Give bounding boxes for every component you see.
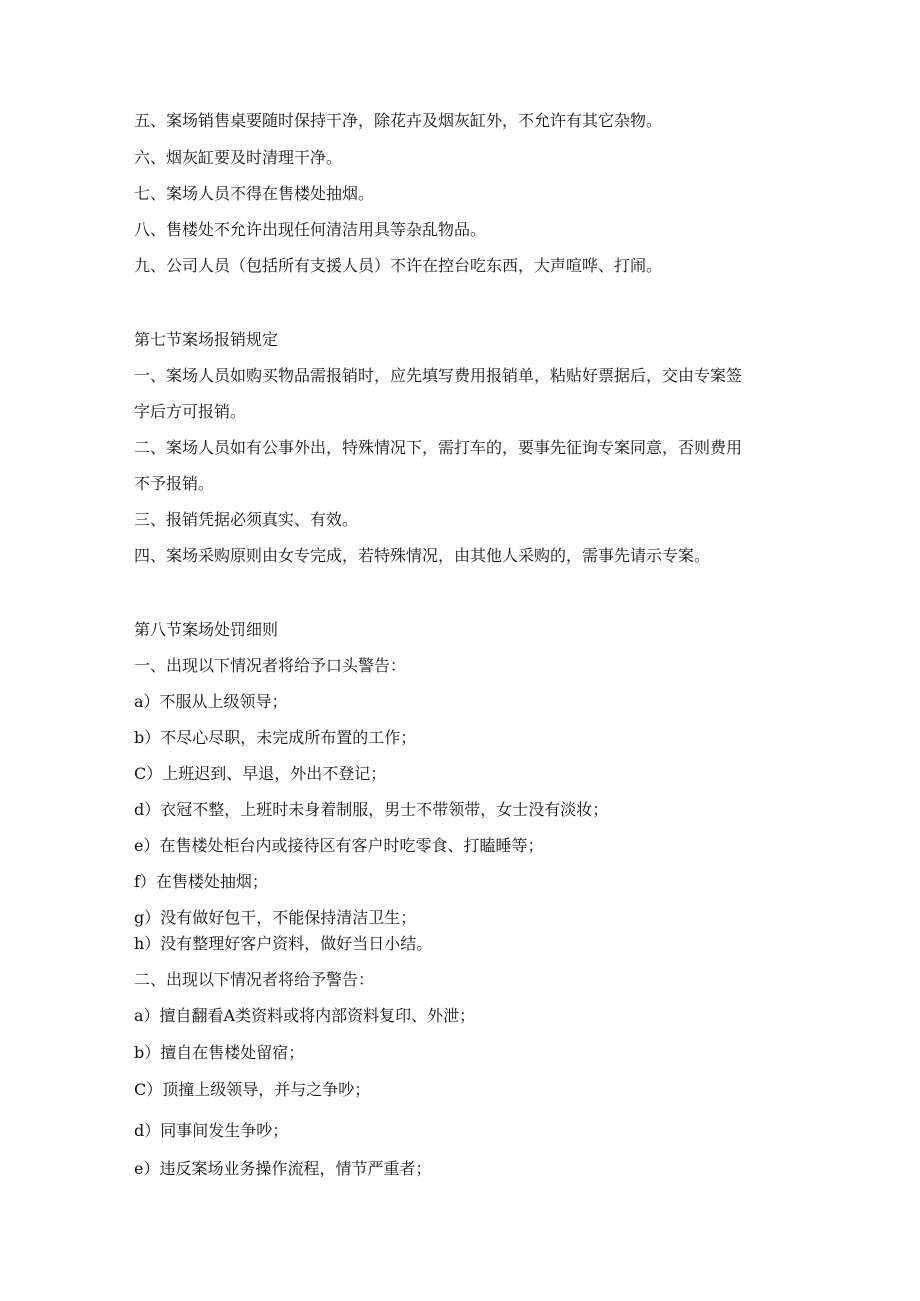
penalty-1-item-c: C）上班迟到、早退，外出不登记；	[134, 764, 387, 783]
rule-item-9: 九、公司人员（包括所有支援人员）不许在控台吃东西，大声喧哗、打闹。	[134, 256, 663, 275]
reimburse-item-4: 四、案场采购原则由女专完成，若特殊情况，由其他人采购的，需事先请示专案。	[134, 546, 711, 565]
penalty-part-1-title: 一、出现以下情况者将给予口头警告：	[134, 656, 407, 675]
reimburse-item-1-line-1: 一、案场人员如购买物品需报销时，应先填写费用报销单，粘贴好票据后，交由专案签	[134, 366, 743, 385]
penalty-2-item-c: C）顶撞上级领导，并与之争吵；	[134, 1080, 371, 1099]
reimburse-item-1-line-2: 字后方可报销。	[134, 402, 247, 421]
penalty-1-item-f: f）在售楼处抽烟；	[134, 872, 268, 891]
penalty-2-item-a: a）擅自翻看A类资料或将内部资料复印、外泄；	[134, 1006, 476, 1025]
penalty-2-item-e: e）违反案场业务操作流程，情节严重者；	[134, 1159, 432, 1178]
penalty-1-item-d: d）衣冠不整，上班时未身着制服，男士不带领带，女士没有淡妆；	[134, 800, 609, 819]
penalty-2-item-d: d）同事间发生争吵；	[134, 1121, 289, 1140]
penalty-1-item-a: a）不服从上级领导；	[134, 692, 288, 711]
rule-item-8: 八、售楼处不允许出现任何清洁用具等杂乱物品。	[134, 220, 487, 239]
reimburse-item-2-line-2: 不予报销。	[134, 474, 215, 493]
penalty-1-item-h: h）没有整理好客户资料，做好当日小结。	[134, 934, 433, 953]
penalty-1-item-e: e）在售楼处柜台内或接待区有客户时吃零食、打瞌睡等；	[134, 836, 544, 855]
rule-item-7: 七、案场人员不得在售楼处抽烟。	[134, 184, 375, 203]
section-8-heading: 第八节案场处罚细则	[134, 620, 279, 639]
penalty-1-item-b: b）不尽心尽职，未完成所布置的工作；	[134, 728, 417, 747]
reimburse-item-2-line-1: 二、案场人员如有公事外出，特殊情况下，需打车的，要事先征询专案同意，否则费用	[134, 438, 743, 457]
penalty-part-2-title: 二、出现以下情况者将给予警告：	[134, 970, 375, 989]
rule-item-5: 五、案场销售桌要随时保持干净，除花卉及烟灰缸外，不允许有其它杂物。	[134, 111, 663, 130]
rule-item-6: 六、烟灰缸要及时清理干净。	[134, 148, 343, 167]
reimburse-item-3: 三、报销凭据必须真实、有效。	[134, 510, 359, 529]
penalty-1-item-g: g）没有做好包干，不能保持清洁卫生；	[134, 908, 417, 927]
penalty-2-item-b: b）擅自在售楼处留宿；	[134, 1043, 305, 1062]
section-7-heading: 第七节案场报销规定	[134, 330, 279, 349]
